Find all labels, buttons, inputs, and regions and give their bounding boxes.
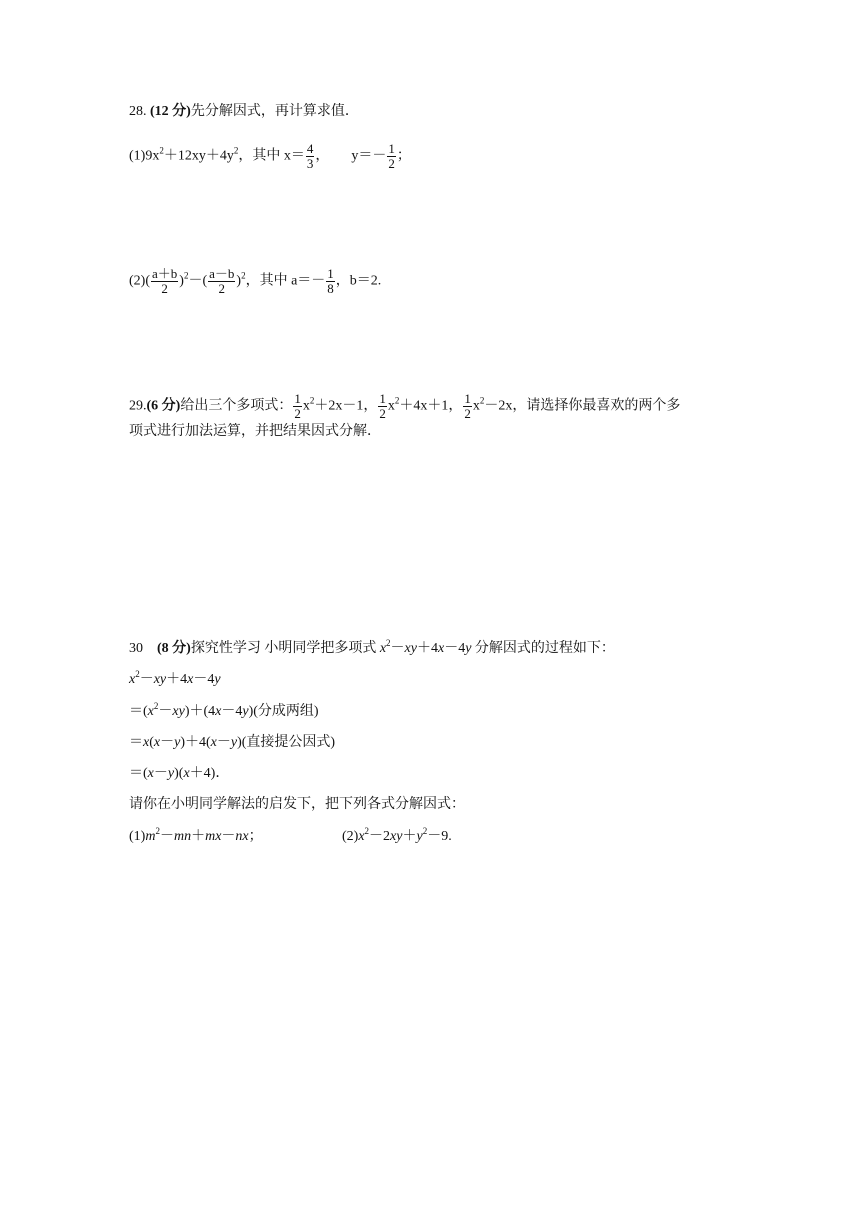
fraction-a-plus-b: $\frac{a+b}{2}$ (152, 266, 178, 296)
q30-heading: 30 (8 分)探究性学习 小明同学把多项式 $x^2-xy+4x-4y$ 分解因式的过程如下： (129, 638, 615, 656)
fraction-half: $\frac{1}{2}$ (464, 391, 471, 421)
q29-line2: 项式进行加法运算，并把结果因式分解． (129, 424, 381, 439)
fraction-half: $\frac{1}{2}$ (294, 391, 301, 421)
fraction-a-value: $\frac{1}{8}$ (327, 266, 334, 296)
q30-step2: $=(x^2-xy)+(4x-4y)$(分成两组) (129, 701, 319, 719)
q30-task1: $(1)m^2-mn+mx-nx$； (129, 826, 263, 844)
q29-score: (6 分) (146, 398, 181, 414)
q30-number: 30 (129, 641, 143, 656)
q29-line1: 29.(6 分)给出三个多项式： $\frac{1}{2}$ $x^2+2x-1$， $\frac{1}{2}$ $x^2+4x+1$， $\frac{1}{2}$ $x^2-2x$，请选择你最喜欢的两个多 (129, 391, 681, 421)
q30-step3: ＝x(x－y)＋4(x－y)(直接提公因式) (129, 735, 336, 750)
q28-heading (129, 102, 359, 122)
fraction-x: $\frac{4}{3}$ (306, 141, 314, 171)
q29-number: 29. (129, 398, 147, 414)
q28-score: (12 分) (150, 104, 191, 119)
fraction-a-minus-b: $\frac{a-b}{2}$ (209, 266, 235, 296)
q30-step1: $x^2-xy+4x-4y$ (129, 669, 221, 687)
q30-score: (8 分) (157, 641, 191, 656)
q30-step4: ＝(x－y)(x＋4)． (129, 766, 230, 781)
fraction-half: $\frac{1}{2}$ (379, 391, 386, 421)
q28-number: 28. (129, 104, 147, 119)
q28-part2: (2)( $\frac{a+b}{2}$ )$^2$－( $\frac{a-b}{2}$ )$^2$，其中 a＝－ $\frac{1}{8}$ ，b＝2. (129, 266, 382, 296)
q30-task2: $(2)x^2-2xy+y^2-9$. (342, 826, 452, 844)
q30-instruction: 请你在小明同学解法的启发下，把下列各式分解因式： (129, 797, 465, 812)
fraction-y: $\frac{1}{2}$ (388, 141, 395, 171)
q28-prompt: 先分解因式，再计算求值． (190, 104, 359, 119)
q28-part1: $(1)9x^2+12xy+4y^2$，其中 x＝ $\frac{4}{3}$ ， y＝－ $\frac{1}{2}$ ； (129, 141, 411, 171)
